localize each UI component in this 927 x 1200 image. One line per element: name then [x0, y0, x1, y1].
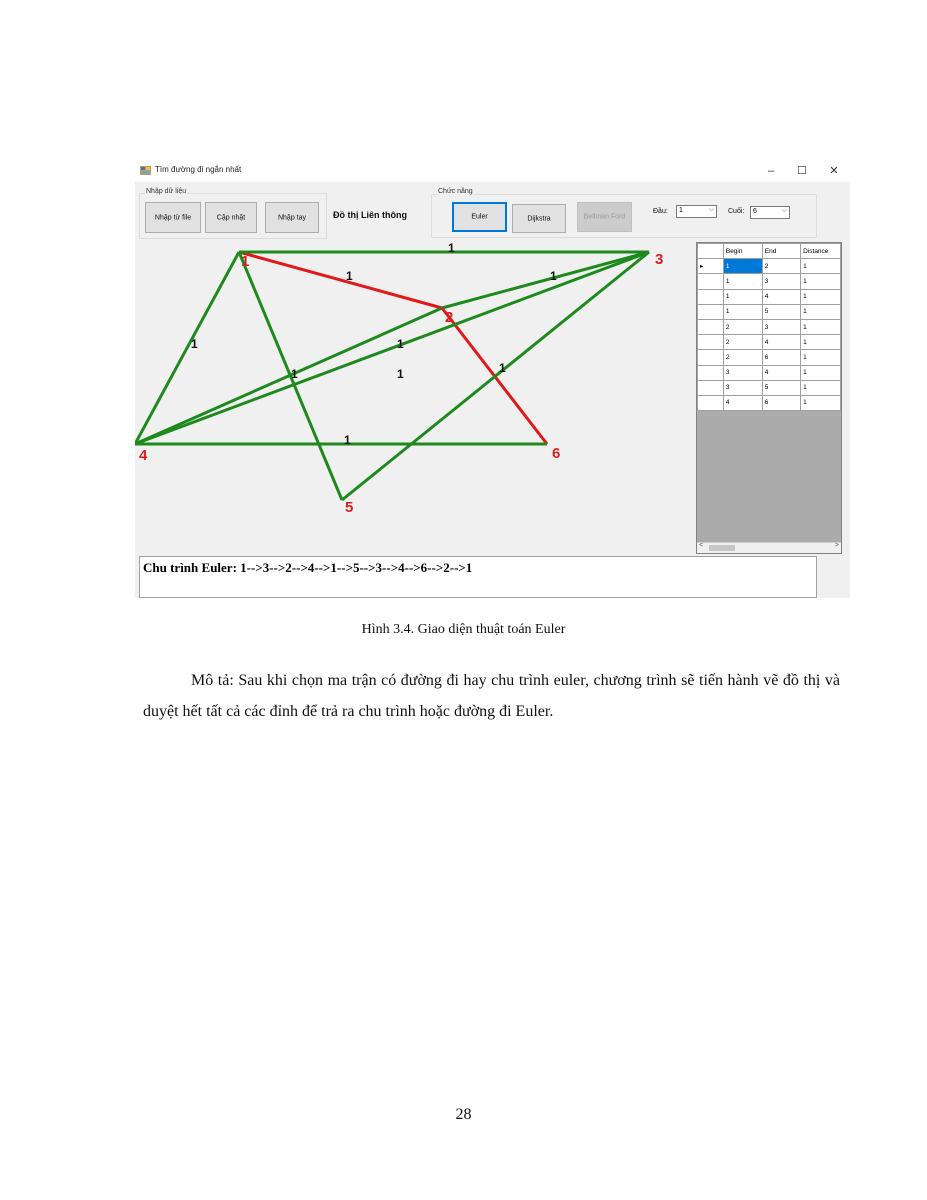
table-row[interactable]: [698, 395, 841, 410]
column-header-begin[interactable]: Begin: [723, 244, 762, 259]
table-row[interactable]: [698, 274, 841, 289]
grid-corner: [698, 244, 724, 259]
edge-weight-4-6: 1: [344, 433, 351, 447]
table-row[interactable]: [698, 380, 841, 395]
cell-begin[interactable]: 4: [723, 395, 762, 410]
edge-3-5: [342, 252, 649, 500]
edge-weight-2-6: 1: [499, 361, 506, 375]
cell-distance[interactable]: 1: [801, 304, 841, 319]
cell-distance[interactable]: 1: [801, 395, 841, 410]
cell-begin[interactable]: 3: [723, 365, 762, 380]
start-value: 1: [679, 207, 683, 214]
cell-begin[interactable]: 2: [723, 335, 762, 350]
import-file-label: Nhập từ file: [154, 214, 192, 221]
app-window: [135, 160, 850, 598]
graph-canvas: [135, 242, 695, 554]
scrollbar-thumb[interactable]: [709, 545, 735, 551]
manual-input-button[interactable]: [265, 202, 319, 233]
column-header-distance[interactable]: Distance: [801, 244, 841, 259]
cell-begin[interactable]: 1: [723, 289, 762, 304]
cell-distance[interactable]: 1: [801, 380, 841, 395]
page-number: 28: [455, 1106, 472, 1123]
row-header[interactable]: [698, 365, 724, 380]
manual-input-label: Nhập tay: [277, 214, 307, 221]
result-text: Chu trình Euler: 1-->3-->2-->4-->1-->5-->3-->4-->6-->2-->1: [143, 560, 473, 575]
column-header-end[interactable]: End: [762, 244, 800, 259]
cell-end[interactable]: 5: [762, 304, 800, 319]
cell-end[interactable]: 6: [762, 395, 800, 410]
cell-end[interactable]: 2: [762, 259, 800, 274]
cell-distance[interactable]: 1: [801, 289, 841, 304]
update-button[interactable]: [205, 202, 257, 233]
edge-weight-1-2: 1: [346, 269, 353, 283]
edge-weight-3-4: 1: [397, 367, 404, 381]
table-row[interactable]: [698, 335, 841, 350]
cell-begin[interactable]: 2: [723, 350, 762, 365]
edge-table: [697, 243, 841, 411]
cell-distance[interactable]: 1: [801, 274, 841, 289]
grid-header-row: [698, 244, 841, 259]
edge-1-4: [135, 252, 239, 444]
node-label-1: 1: [241, 253, 250, 270]
cell-begin[interactable]: 1: [723, 259, 762, 274]
bellman-ford-label: Bellman Ford: [583, 213, 626, 221]
cell-end[interactable]: 4: [762, 335, 800, 350]
table-row[interactable]: [698, 350, 841, 365]
edge-weight-1-3: 1: [448, 242, 455, 255]
edge-grid[interactable]: [696, 242, 842, 554]
node-label-5: 5: [345, 499, 354, 516]
row-header[interactable]: ▸: [698, 259, 724, 274]
end-select[interactable]: [750, 206, 790, 219]
title-bar: [135, 160, 850, 182]
end-value: 6: [753, 208, 757, 215]
chevron-down-icon: ⌵: [781, 207, 787, 214]
cell-end[interactable]: 4: [762, 289, 800, 304]
node-label-4: 4: [139, 447, 148, 464]
cell-end[interactable]: 4: [762, 365, 800, 380]
euler-button[interactable]: [452, 202, 507, 232]
result-textbox[interactable]: [139, 556, 817, 598]
row-header[interactable]: [698, 380, 724, 395]
window-title: Tìm đường đi ngắn nhất: [155, 165, 242, 174]
row-header[interactable]: [698, 274, 724, 289]
chevron-down-icon: ⌵: [708, 206, 714, 213]
row-header[interactable]: [698, 319, 724, 334]
app-icon: [140, 165, 151, 175]
row-header[interactable]: [698, 350, 724, 365]
figure-caption: Hình 3.4. Giao diện thuật toán Euler: [361, 622, 566, 637]
cell-distance[interactable]: 1: [801, 350, 841, 365]
edge-2-3: [442, 252, 649, 308]
row-header[interactable]: [698, 335, 724, 350]
node-label-3: 3: [655, 251, 664, 268]
cell-distance[interactable]: 1: [801, 259, 841, 274]
row-header[interactable]: [698, 395, 724, 410]
function-group-legend: Chức năng: [438, 188, 473, 195]
connectivity-label: Đồ thị Liên thông: [333, 210, 407, 220]
minimize-button[interactable]: –: [767, 165, 775, 177]
edge-weight-1-4: 1: [191, 337, 198, 351]
euler-label: Euler: [471, 213, 488, 221]
description-paragraph: Mô tả: Sau khi chọn ma trận có đường đi hay chu trình euler, chương trình sẽ tiến hành vẽ đồ thị và duyệt hết tất cả các đỉnh để trả ra chu trình hoặc đường đi Euler.: [143, 672, 840, 720]
edge-3-4: [135, 252, 649, 444]
edge-2-4: [135, 308, 442, 444]
cell-end[interactable]: 3: [762, 319, 800, 334]
edge-weight-2-3: 1: [550, 269, 557, 283]
edge-weight-1-5: 1: [291, 367, 298, 381]
maximize-button[interactable]: ☐: [797, 165, 807, 177]
table-row[interactable]: [698, 289, 841, 304]
row-header[interactable]: [698, 304, 724, 319]
start-label: Đầu:: [653, 208, 668, 215]
start-select[interactable]: [676, 205, 717, 218]
update-label: Cập nhật: [216, 214, 246, 221]
cell-distance[interactable]: 1: [801, 319, 841, 334]
row-header[interactable]: [698, 289, 724, 304]
input-group-legend: Nhập dữ liệu: [146, 188, 187, 195]
dijkstra-button[interactable]: [512, 204, 566, 233]
node-label-2: 2: [445, 309, 454, 326]
edge-weight-2-4: 1: [397, 337, 404, 351]
bellman-ford-button[interactable]: [577, 202, 632, 232]
cell-end[interactable]: 5: [762, 380, 800, 395]
edge-1-2: [239, 252, 442, 308]
cell-begin[interactable]: 2: [723, 319, 762, 334]
cell-begin[interactable]: 1: [723, 274, 762, 289]
table-row[interactable]: [698, 304, 841, 319]
cell-distance[interactable]: 1: [801, 365, 841, 380]
cell-end[interactable]: 6: [762, 350, 800, 365]
scroll-right-icon[interactable]: >: [834, 542, 839, 549]
table-row[interactable]: [698, 259, 841, 274]
cell-begin[interactable]: 3: [723, 380, 762, 395]
cell-end[interactable]: 3: [762, 274, 800, 289]
scroll-left-icon[interactable]: <: [699, 542, 704, 549]
dijkstra-label: Dijkstra: [527, 215, 551, 222]
cell-distance[interactable]: 1: [801, 335, 841, 350]
import-file-button[interactable]: [145, 202, 201, 233]
horizontal-scrollbar[interactable]: [697, 542, 841, 553]
close-button[interactable]: ✕: [829, 165, 839, 177]
cell-begin[interactable]: 1: [723, 304, 762, 319]
node-label-6: 6: [552, 445, 561, 462]
table-row[interactable]: [698, 365, 841, 380]
table-row[interactable]: [698, 319, 841, 334]
end-label: Cuối:: [728, 208, 745, 215]
